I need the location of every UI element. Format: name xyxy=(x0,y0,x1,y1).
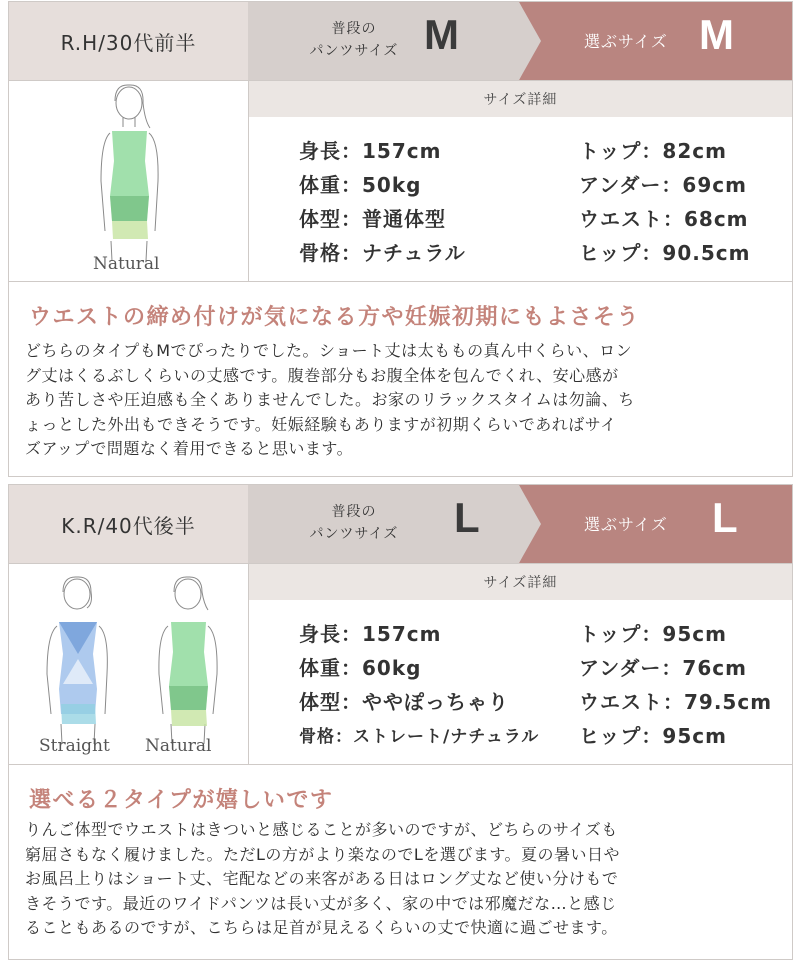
review-line: ょっとした外出もできそうです。妊娠経験もありますが初期くらいであればサイ xyxy=(25,414,617,434)
figure-label-natural: Natural xyxy=(93,254,160,274)
review-title: ウエストの締め付けが気になる方や妊娠初期にもよさそう xyxy=(29,305,641,330)
stat-waist: ウエスト：68cm xyxy=(579,207,749,231)
stat-under: アンダー：69cm xyxy=(579,173,747,197)
review-body xyxy=(25,339,785,462)
review-line: グ丈はくるぶしくらいの丈感です。腹巻部分もお腹全体を包んでくれ、安心感が xyxy=(25,365,619,385)
picked-size-value: M xyxy=(699,11,734,58)
stat-weight: 体重：60kg xyxy=(299,656,422,680)
stat-weight: 体重：50kg xyxy=(299,173,422,197)
stat-height: 身長：157cm xyxy=(299,622,442,646)
body-figure-box xyxy=(9,564,249,765)
figure-label-straight: Straight xyxy=(39,736,110,756)
review-line: りんご体型でウエストはきついと感じることが多いのですが、どちらのサイズも xyxy=(25,820,618,839)
usual-size-label: 普段の パンツサイズ xyxy=(309,504,399,542)
picked-size-label: 選ぶサイズ xyxy=(584,32,668,51)
card-header xyxy=(9,485,792,564)
size-details xyxy=(249,81,792,282)
review-line: ることもあるのですが、こちらは足首が見えるくらいの丈で快適に過ごせます。 xyxy=(25,918,618,937)
body-figure-box xyxy=(9,81,249,282)
stat-under: アンダー：76cm xyxy=(579,656,747,680)
straight-body-figure-icon xyxy=(9,564,129,764)
review-line: ズアップで問題なく着用できると思います。 xyxy=(25,439,354,458)
stat-waist: ウエスト：79.5cm xyxy=(579,690,773,714)
review-line: 窮屈さもなく履けました。ただLの方がより楽なのでLを選びます。夏の暑い日や xyxy=(25,844,621,864)
picked-size-value: L xyxy=(712,494,738,541)
stat-hip: ヒップ：95cm xyxy=(579,724,727,748)
natural-body-figure-icon xyxy=(128,564,248,764)
details-header: サイズ詳細 xyxy=(249,81,792,117)
review-card-rh xyxy=(8,1,793,477)
usual-size-value: M xyxy=(424,11,459,58)
review-line: お風呂上りはショート丈、宅配などの来客がある日はロング丈など使い分けもで xyxy=(25,869,619,888)
stat-height: 身長：157cm xyxy=(299,139,442,163)
card-header xyxy=(9,2,792,81)
review-body xyxy=(25,818,785,941)
reviewer-name: K.R/40代後半 xyxy=(9,485,248,563)
stat-hip: ヒップ：90.5cm xyxy=(579,241,751,265)
review-line: あり苦しさや圧迫感も全くありませんでした。お家のリラックスタイムは勿論、ち xyxy=(25,390,635,409)
usual-size-label: 普段の パンツサイズ xyxy=(309,21,399,59)
review-line: どちらのタイプもMでぴったりでした。ショート丈は太ももの真ん中くらい、ロン xyxy=(25,341,633,360)
stat-frame: 骨格：ストレート/ナチュラル xyxy=(299,727,540,747)
natural-body-figure-icon xyxy=(9,81,248,281)
reviewer-name: R.H/30代前半 xyxy=(9,2,248,80)
picked-size-label: 選ぶサイズ xyxy=(584,515,668,534)
review-title: 選べる２タイプが嬉しいです xyxy=(29,788,334,813)
review-card-kr xyxy=(8,484,793,960)
size-details xyxy=(249,564,792,765)
stat-top: トップ：95cm xyxy=(579,622,727,646)
figure-label-natural: Natural xyxy=(145,736,212,756)
details-header: サイズ詳細 xyxy=(249,564,792,600)
review-line: きそうです。最近のワイドパンツは長い丈が多く、家の中では邪魔だな…と感じ xyxy=(25,893,617,913)
stat-body-type: 体型：普通体型 xyxy=(299,207,446,231)
stat-frame: 骨格：ナチュラル xyxy=(299,241,466,265)
stat-body-type: 体型：ややぽっちゃり xyxy=(299,690,509,714)
stat-top: トップ：82cm xyxy=(579,139,727,163)
usual-size-value: L xyxy=(454,494,480,541)
